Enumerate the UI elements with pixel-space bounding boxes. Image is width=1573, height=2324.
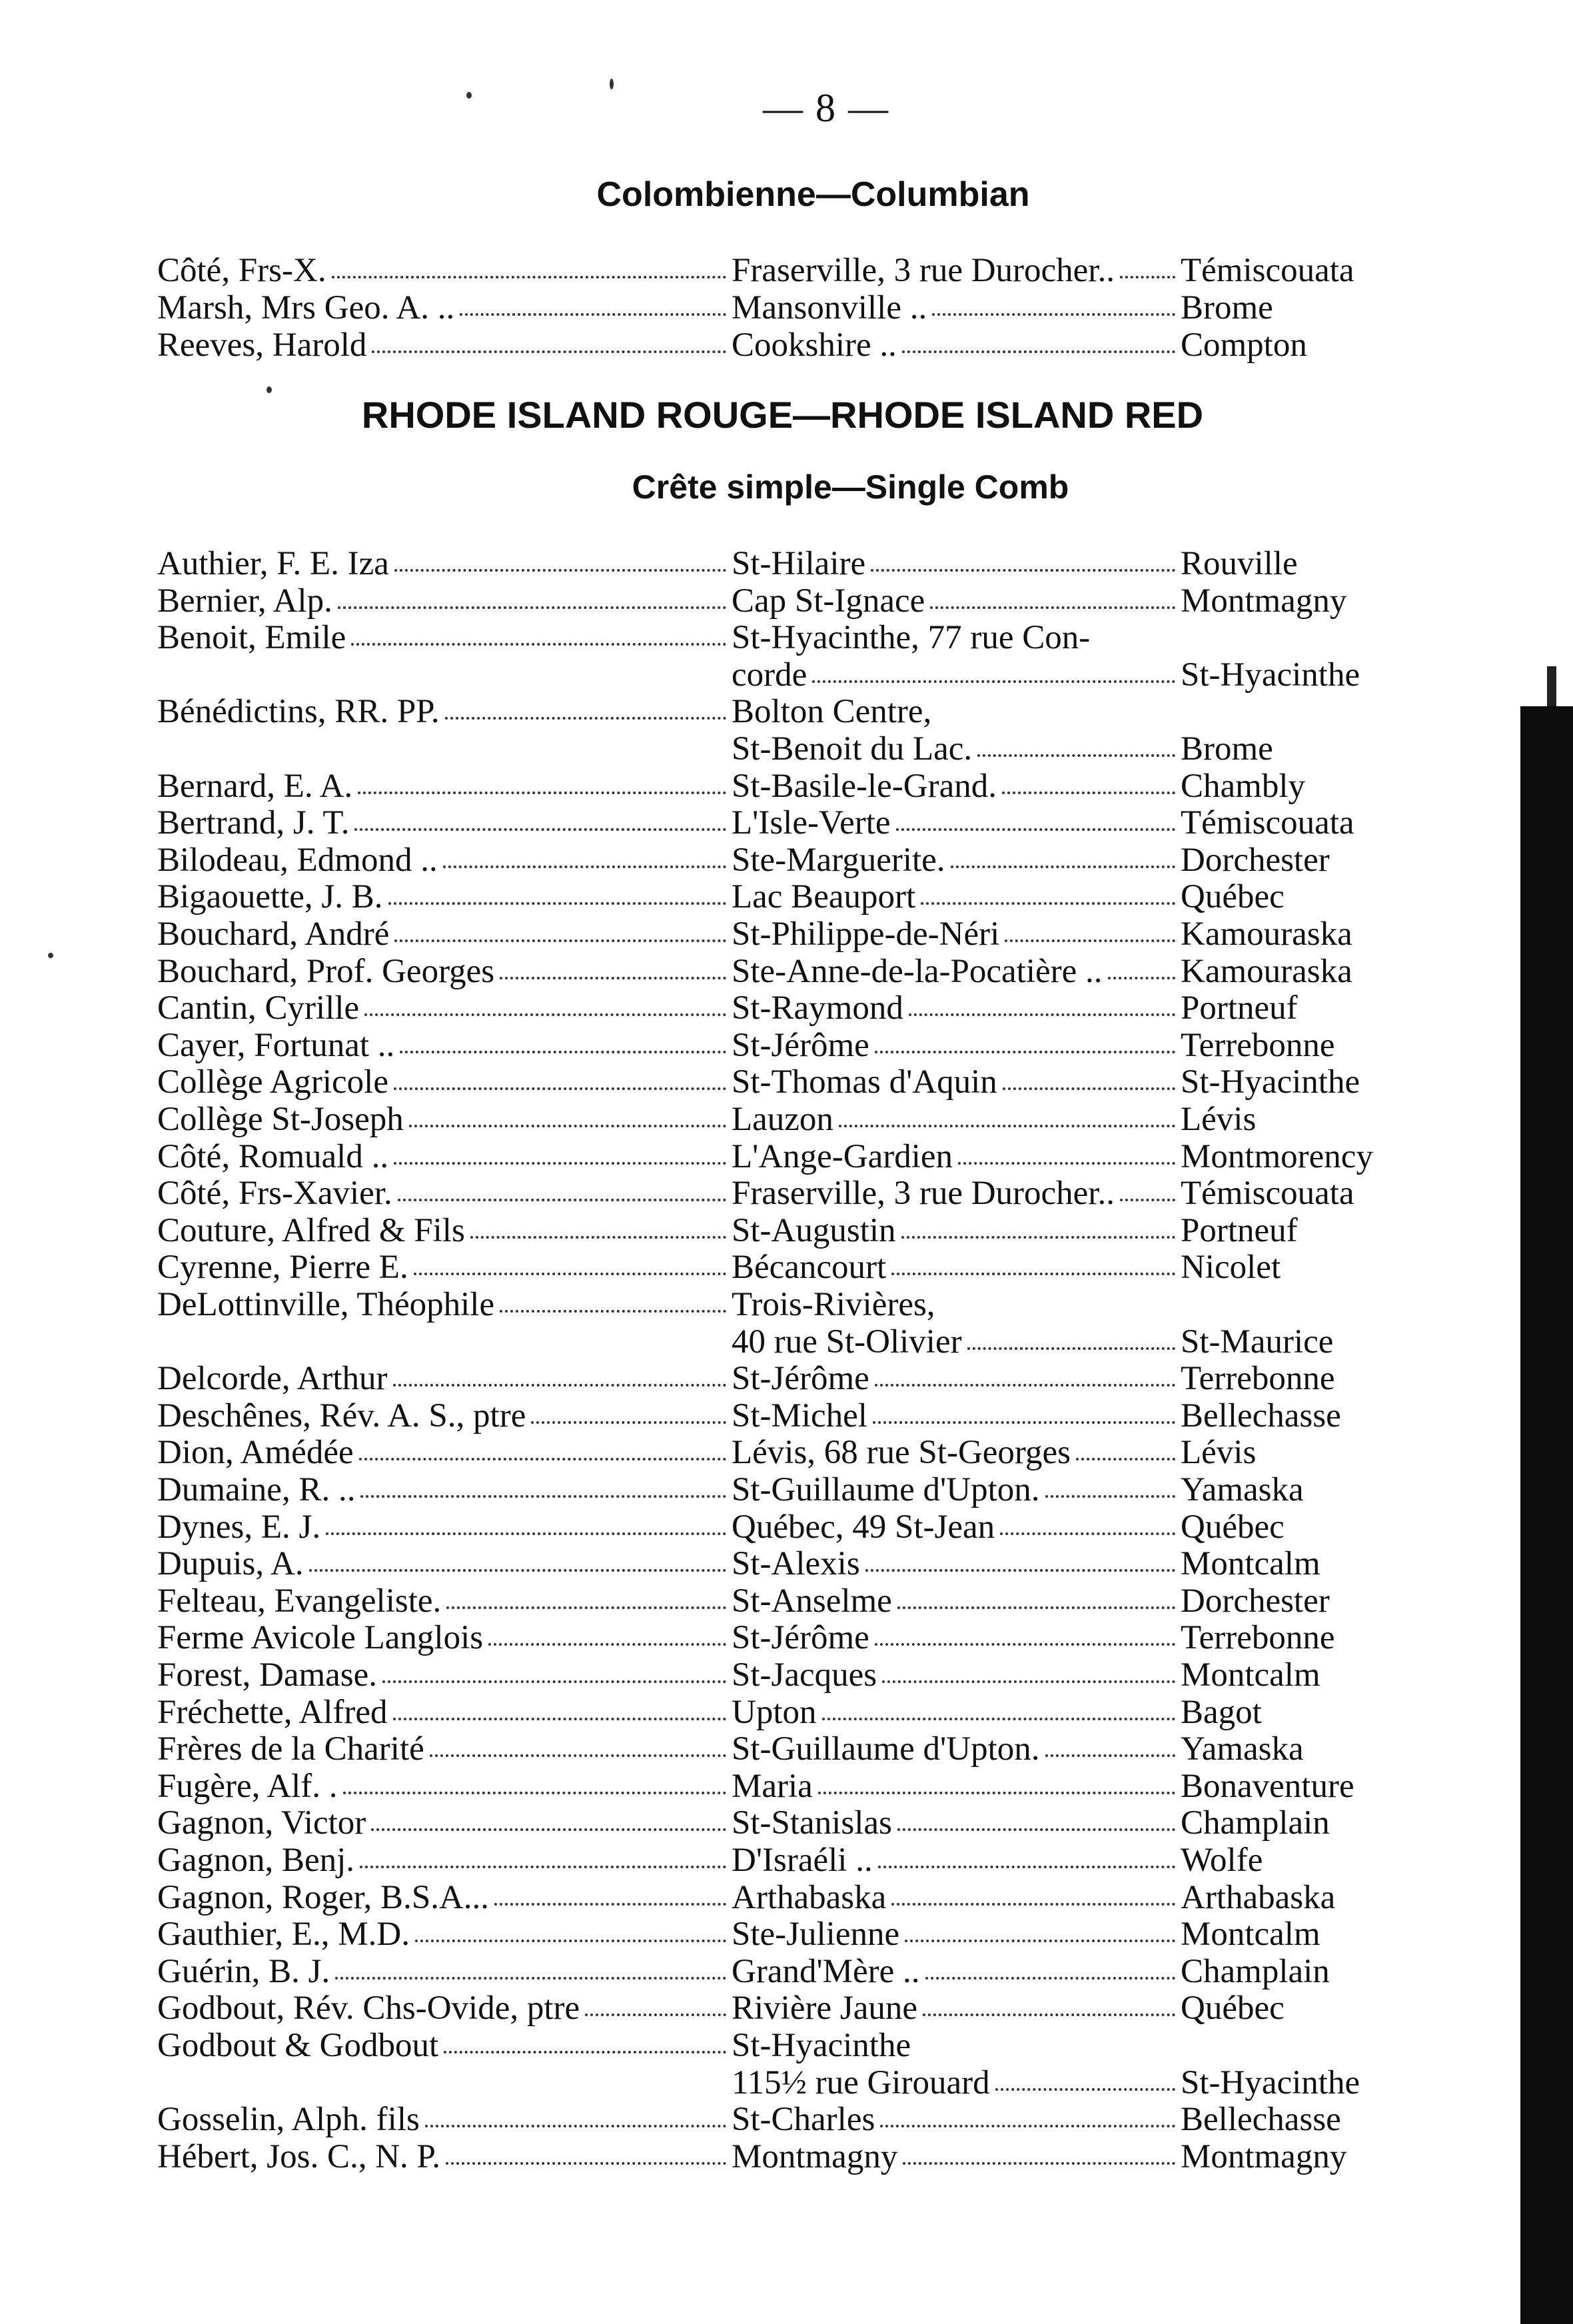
entry-name: Bernard, E. A. <box>157 767 353 805</box>
entry-locality: Ste-Julienne <box>732 1916 900 1954</box>
entry-county: Bonaventure <box>1181 1767 1354 1805</box>
dot-leader <box>444 2051 726 2053</box>
entry-locality: St-Basile-le-Grand. <box>732 767 997 805</box>
dot-leader <box>891 1273 1175 1275</box>
entry-locality: St-Hyacinthe, 77 rue Con- <box>732 619 1091 657</box>
directory-entry <box>157 1545 1423 1582</box>
entry-locality: St-Guillaume d'Upton. <box>732 1730 1040 1768</box>
dot-leader <box>1045 1495 1176 1498</box>
directory-entry <box>157 1138 1423 1175</box>
dot-leader <box>359 1458 726 1460</box>
entry-name: Hébert, Jos. C., N. P. <box>157 2137 441 2175</box>
dot-leader <box>371 1828 726 1831</box>
directory-entry <box>157 1027 1423 1064</box>
directory-entry <box>157 1397 1423 1435</box>
dot-leader <box>446 1606 726 1609</box>
entry-county: Montmagny <box>1181 582 1347 620</box>
entry-county: St-Hyacinthe <box>1181 2063 1360 2101</box>
entry-locality: St-Jérôme <box>732 1360 869 1398</box>
directory-entry <box>157 693 1423 730</box>
dot-leader <box>1076 1458 1175 1460</box>
directory-entry <box>157 1582 1423 1620</box>
directory-entry <box>157 1212 1423 1249</box>
entry-county: Lévis <box>1181 1434 1257 1472</box>
directory-entry <box>157 1953 1423 1990</box>
entry-county: Yamaska <box>1181 1730 1304 1768</box>
dot-leader <box>372 350 726 353</box>
directory-entry <box>157 1990 1423 2027</box>
entry-county: Wolfe <box>1181 1842 1263 1879</box>
dot-leader <box>425 2125 726 2127</box>
entry-locality: Trois-Rivières, <box>732 1286 935 1323</box>
dot-leader <box>932 313 1175 316</box>
page-number: — 8 — <box>763 86 889 130</box>
entry-county: Lévis <box>1181 1101 1257 1138</box>
entry-county: Montcalm <box>1181 1656 1320 1694</box>
dot-leader <box>958 1162 1175 1165</box>
entry-county: Témiscouata <box>1181 804 1354 842</box>
dot-leader <box>394 939 726 942</box>
dot-leader <box>865 1569 1175 1572</box>
entry-county: Témiscouata <box>1181 1175 1354 1213</box>
directory-entry <box>157 1916 1423 1953</box>
entry-locality: Cookshire .. <box>732 326 897 364</box>
entry-name: Gauthier, E., M.D. <box>157 1916 410 1954</box>
entry-county: Compton <box>1181 326 1307 364</box>
dot-leader <box>875 1051 1175 1053</box>
entry-name: Gagnon, Benj. <box>157 1842 355 1879</box>
directory-entry <box>157 989 1423 1027</box>
dot-leader <box>903 2162 1175 2165</box>
entry-name: Bouchard, Prof. Georges <box>157 952 495 990</box>
directory-entry <box>157 1619 1423 1656</box>
entry-locality: St-Jérôme <box>732 1026 869 1064</box>
directory-entry <box>157 1804 1423 1842</box>
entry-locality: St-Charles <box>732 2101 875 2139</box>
entry-locality: D'Israéli .. <box>732 1842 873 1879</box>
dot-leader <box>326 1532 726 1535</box>
entry-county: Arthabaska <box>1181 1878 1336 1916</box>
scan-speck <box>466 92 472 99</box>
dot-leader <box>967 1347 1175 1350</box>
dot-leader <box>364 1013 726 1016</box>
directory-entry <box>157 768 1423 805</box>
directory-entry <box>157 953 1423 990</box>
entry-locality: Québec, 49 St-Jean <box>732 1508 995 1546</box>
entry-locality: Montmagny <box>732 2137 898 2175</box>
dot-leader <box>1045 1754 1176 1757</box>
dot-leader <box>1005 939 1175 942</box>
directory-entry <box>157 1249 1423 1286</box>
dot-leader <box>445 717 726 720</box>
entry-county: Terrebonne <box>1181 1360 1335 1398</box>
entry-locality: corde <box>732 656 807 694</box>
entry-name: Authier, F. E. Iza <box>157 545 389 582</box>
entry-locality: St-Stanislas <box>732 1804 892 1842</box>
dot-leader <box>360 1495 726 1498</box>
dot-leader <box>995 2088 1175 2091</box>
dot-leader <box>585 2014 726 2016</box>
directory-entry <box>157 1656 1423 1694</box>
dot-leader <box>415 1940 726 1942</box>
dot-leader <box>923 2014 1175 2016</box>
dot-leader <box>812 680 1175 683</box>
directory-entry <box>157 730 1423 768</box>
entry-name: Bouchard, André <box>157 915 390 953</box>
entry-name: Benoit, Emile <box>157 619 346 657</box>
entry-name: Collège Agricole <box>157 1063 388 1101</box>
entry-name: Couture, Alfred & Fils <box>157 1211 465 1249</box>
entry-name: Collège St-Joseph <box>157 1101 404 1138</box>
entry-locality: L'Isle-Verte <box>732 804 891 842</box>
entry-locality: St-Anselme <box>732 1582 892 1620</box>
dot-leader <box>393 1384 726 1387</box>
entry-county: Brome <box>1181 730 1273 768</box>
entry-locality: Bécancourt <box>732 1249 887 1287</box>
entry-locality: Fraserville, 3 rue Durocher.. <box>732 252 1115 289</box>
entry-name: Marsh, Mrs Geo. A. .. <box>157 289 455 326</box>
entry-name: Dion, Amédée <box>157 1434 354 1472</box>
entry-county: Montmorency <box>1181 1137 1373 1175</box>
entry-name: Bigaouette, J. B. <box>157 878 383 916</box>
entry-county: Montcalm <box>1181 1916 1320 1954</box>
dot-leader <box>394 1162 726 1165</box>
entry-county: Champlain <box>1181 1952 1330 1990</box>
entry-locality: Mansonville .. <box>732 289 927 326</box>
dot-leader <box>905 1940 1175 1942</box>
dot-leader <box>460 313 726 316</box>
entry-name: Gagnon, Victor <box>157 1804 366 1842</box>
entry-name: Côté, Frs-Xavier. <box>157 1175 392 1213</box>
dot-leader <box>1000 1532 1175 1535</box>
entry-county: Rouville <box>1181 545 1298 582</box>
entry-county: Bagot <box>1181 1693 1262 1731</box>
entry-county: Dorchester <box>1181 1582 1330 1620</box>
entry-name: Forest, Damase. <box>157 1656 378 1694</box>
directory-entry <box>157 1063 1423 1101</box>
entry-name: Dupuis, A. <box>157 1545 304 1583</box>
entry-county: Portneuf <box>1181 1211 1298 1249</box>
dot-leader <box>930 606 1175 609</box>
entry-name: Deschênes, Rév. A. S., ptre <box>157 1397 526 1435</box>
dot-leader <box>977 754 1175 757</box>
directory-entry <box>157 915 1423 953</box>
directory-entry <box>157 1101 1423 1138</box>
entry-locality: Cap St-Ignace <box>732 582 925 620</box>
dot-leader <box>1002 792 1175 794</box>
dot-leader <box>443 866 726 868</box>
entry-locality: St-Thomas d'Aquin <box>732 1063 997 1101</box>
dot-leader <box>358 792 726 794</box>
entry-locality: L'Ange-Gardien <box>732 1137 953 1175</box>
entry-county: Québec <box>1181 1990 1285 2028</box>
entry-county: Portneuf <box>1181 989 1298 1027</box>
directory-entry <box>157 252 1423 289</box>
directory-entry <box>157 582 1423 620</box>
entry-county: Yamaska <box>1181 1471 1304 1508</box>
directory-entry <box>157 326 1423 364</box>
directory-entry <box>157 1471 1423 1508</box>
entry-name: Fréchette, Alfred <box>157 1693 388 1731</box>
entry-county: Québec <box>1181 1508 1285 1546</box>
entry-locality: 115½ rue Girouard <box>732 2063 990 2101</box>
entry-name: Cantin, Cyrille <box>157 989 360 1027</box>
subsection-heading-single-comb: Crête simple—Single Comb <box>632 468 1069 506</box>
scan-speck <box>266 386 272 393</box>
entry-locality: St-Hilaire <box>732 545 866 582</box>
dot-leader <box>394 569 726 572</box>
section-heading-rhode-island-red: RHODE ISLAND ROUGE—RHODE ISLAND RED <box>361 394 1204 436</box>
entry-name: Godbout, Rév. Chs-Ovide, ptre <box>157 1990 580 2028</box>
directory-entry <box>157 289 1423 326</box>
entry-county: Kamouraska <box>1181 952 1352 990</box>
dot-leader <box>897 1828 1175 1831</box>
scan-binding-edge <box>1520 706 1573 2324</box>
directory-entry <box>157 878 1423 915</box>
dot-leader <box>414 1273 726 1275</box>
entry-name: Guérin, B. J. <box>157 1952 330 1990</box>
entry-county: Montcalm <box>1181 1545 1320 1583</box>
entry-locality: Maria <box>732 1767 813 1805</box>
dot-leader <box>875 1384 1175 1387</box>
directory-entry <box>157 1323 1423 1361</box>
entry-county: Kamouraska <box>1181 915 1352 953</box>
entry-locality: St-Michel <box>732 1397 867 1435</box>
dot-leader <box>500 977 726 979</box>
scan-speck <box>48 953 53 958</box>
dot-leader <box>1108 977 1176 979</box>
entry-county: Champlain <box>1181 1804 1330 1842</box>
dot-leader <box>400 1051 726 1053</box>
entry-county: St-Hyacinthe <box>1181 656 1360 694</box>
entry-name: Bernier, Alp. <box>157 582 332 620</box>
dot-leader <box>398 1199 726 1201</box>
dot-leader <box>822 1718 1176 1720</box>
entry-locality: St-Alexis <box>732 1545 860 1583</box>
dot-leader <box>446 2162 726 2165</box>
entry-name: Ferme Avicole Langlois <box>157 1619 484 1657</box>
dot-leader <box>1003 1087 1175 1090</box>
entry-name: Godbout & Godbout <box>157 2027 439 2064</box>
entry-name: Felteau, Evangeliste. <box>157 1582 442 1620</box>
entry-county: Terrebonne <box>1181 1619 1335 1657</box>
entry-locality: Lévis, 68 rue St-Georges <box>732 1434 1071 1472</box>
directory-entry <box>157 1879 1423 1916</box>
dot-leader <box>902 350 1175 353</box>
entry-locality: Rivière Jaune <box>732 1990 917 2028</box>
entry-locality: Ste-Anne-de-la-Pocatière .. <box>732 952 1103 990</box>
entry-locality: St-Jérôme <box>732 1619 869 1657</box>
entry-county: Dorchester <box>1181 841 1330 879</box>
entry-name: Frères de la Charité <box>157 1730 424 1768</box>
dot-leader <box>891 1903 1175 1906</box>
dot-leader <box>901 1236 1175 1239</box>
directory-entry <box>157 2138 1423 2175</box>
entry-name: Gagnon, Roger, B.S.A... <box>157 1878 490 1916</box>
dot-leader <box>500 1310 726 1313</box>
entry-county: St-Hyacinthe <box>1181 1063 1360 1101</box>
entry-name: Delcorde, Arthur <box>157 1360 388 1398</box>
scan-speck <box>610 79 614 89</box>
entry-county: Montmagny <box>1181 2137 1347 2175</box>
dot-leader <box>309 1569 726 1572</box>
directory-entry <box>157 1842 1423 1879</box>
directory-entry <box>157 2027 1423 2064</box>
entry-locality: Ste-Marguerite. <box>732 841 945 879</box>
entry-locality: Upton <box>732 1693 817 1731</box>
entry-locality: St-Raymond <box>732 989 903 1027</box>
entry-name: Gosselin, Alph. fils <box>157 2101 420 2139</box>
dot-leader <box>343 1792 726 1794</box>
dot-leader <box>531 1421 726 1424</box>
dot-leader <box>394 1087 726 1090</box>
entry-locality: St-Augustin <box>732 1211 896 1249</box>
dot-leader <box>354 828 726 831</box>
entry-name: Bénédictins, RR. PP. <box>157 693 440 731</box>
entry-county: Témiscouata <box>1181 252 1354 289</box>
dot-leader <box>338 606 726 609</box>
entry-locality: St-Jacques <box>732 1656 877 1694</box>
directory-entry <box>157 1730 1423 1768</box>
entry-locality: Fraserville, 3 rue Durocher.. <box>732 1175 1115 1213</box>
entry-name: DeLottinville, Théophile <box>157 1286 495 1323</box>
directory-entry <box>157 1694 1423 1731</box>
entry-locality: Arthabaska <box>732 1878 887 1916</box>
dot-leader <box>494 1903 726 1906</box>
entry-locality: Grand'Mère .. <box>732 1952 920 1990</box>
directory-entry <box>157 1768 1423 1805</box>
directory-entry <box>157 1508 1423 1546</box>
dot-leader <box>1120 276 1175 279</box>
dot-leader <box>393 1718 726 1720</box>
entry-county: Québec <box>1181 878 1285 916</box>
entry-county: Brome <box>1181 289 1273 326</box>
dot-leader <box>382 1680 726 1683</box>
directory-entry <box>157 1360 1423 1397</box>
entry-locality: Bolton Centre, <box>732 693 932 731</box>
dot-leader <box>875 1643 1175 1646</box>
dot-leader <box>430 1754 726 1757</box>
dot-leader <box>878 1866 1175 1868</box>
dot-leader <box>897 1606 1175 1609</box>
directory-entry <box>157 2101 1423 2138</box>
entry-name: Cayer, Fortunat .. <box>157 1026 395 1064</box>
directory-entry <box>157 1434 1423 1471</box>
dot-leader <box>409 1125 726 1127</box>
dot-leader <box>388 902 726 905</box>
directory-entry <box>157 842 1423 879</box>
entry-county: Bellechasse <box>1181 2101 1341 2139</box>
dot-leader <box>909 1013 1175 1016</box>
dot-leader <box>818 1792 1175 1794</box>
directory-entry <box>157 1175 1423 1212</box>
dot-leader <box>871 569 1175 572</box>
entry-locality: Lauzon <box>732 1101 833 1138</box>
entry-locality: St-Philippe-de-Néri <box>732 915 1000 953</box>
dot-leader <box>470 1236 726 1239</box>
dot-leader <box>896 828 1175 831</box>
dot-leader <box>488 1643 726 1646</box>
entry-locality: St-Hyacinthe <box>732 2027 911 2064</box>
dot-leader <box>925 1977 1176 1980</box>
entry-locality: Lac Beauport <box>732 878 916 916</box>
directory-entry <box>157 656 1423 694</box>
directory-entry <box>157 619 1423 656</box>
directory-entry <box>157 545 1423 582</box>
dot-leader <box>882 1680 1175 1683</box>
directory-entry <box>157 804 1423 842</box>
dot-leader <box>839 1125 1175 1127</box>
entry-name: Côté, Romuald .. <box>157 1137 389 1175</box>
dot-leader <box>951 866 1175 868</box>
dot-leader <box>880 2125 1175 2127</box>
entry-name: Dumaine, R. .. <box>157 1471 356 1508</box>
dot-leader <box>360 1866 726 1868</box>
entry-name: Dynes, E. J. <box>157 1508 321 1546</box>
entry-locality: St-Guillaume d'Upton. <box>732 1471 1040 1508</box>
section-heading-columbian: Colombienne—Columbian <box>596 175 1030 214</box>
directory-entry <box>157 1286 1423 1323</box>
entry-county: St-Maurice <box>1181 1323 1334 1361</box>
entry-name: Reeves, Harold <box>157 326 367 364</box>
entry-name: Côté, Frs-X. <box>157 252 326 289</box>
entry-locality: 40 rue St-Olivier <box>732 1323 962 1361</box>
dot-leader <box>873 1421 1175 1424</box>
dot-leader <box>335 1977 726 1980</box>
dot-leader <box>1120 1199 1175 1201</box>
dot-leader <box>921 902 1175 905</box>
entry-name: Bilodeau, Edmond .. <box>157 841 438 879</box>
entry-locality: St-Benoit du Lac. <box>732 730 973 768</box>
entry-county: Terrebonne <box>1181 1026 1335 1064</box>
entry-name: Bertrand, J. T. <box>157 804 350 842</box>
entry-county: Chambly <box>1181 767 1305 805</box>
entry-county: Nicolet <box>1181 1249 1281 1287</box>
directory-entry <box>157 2064 1423 2101</box>
entry-county: Bellechasse <box>1181 1397 1341 1435</box>
dot-leader <box>351 643 726 646</box>
entry-name: Cyrenne, Pierre E. <box>157 1249 408 1287</box>
dot-leader <box>332 276 726 279</box>
entry-name: Fugère, Alf. . <box>157 1767 338 1805</box>
